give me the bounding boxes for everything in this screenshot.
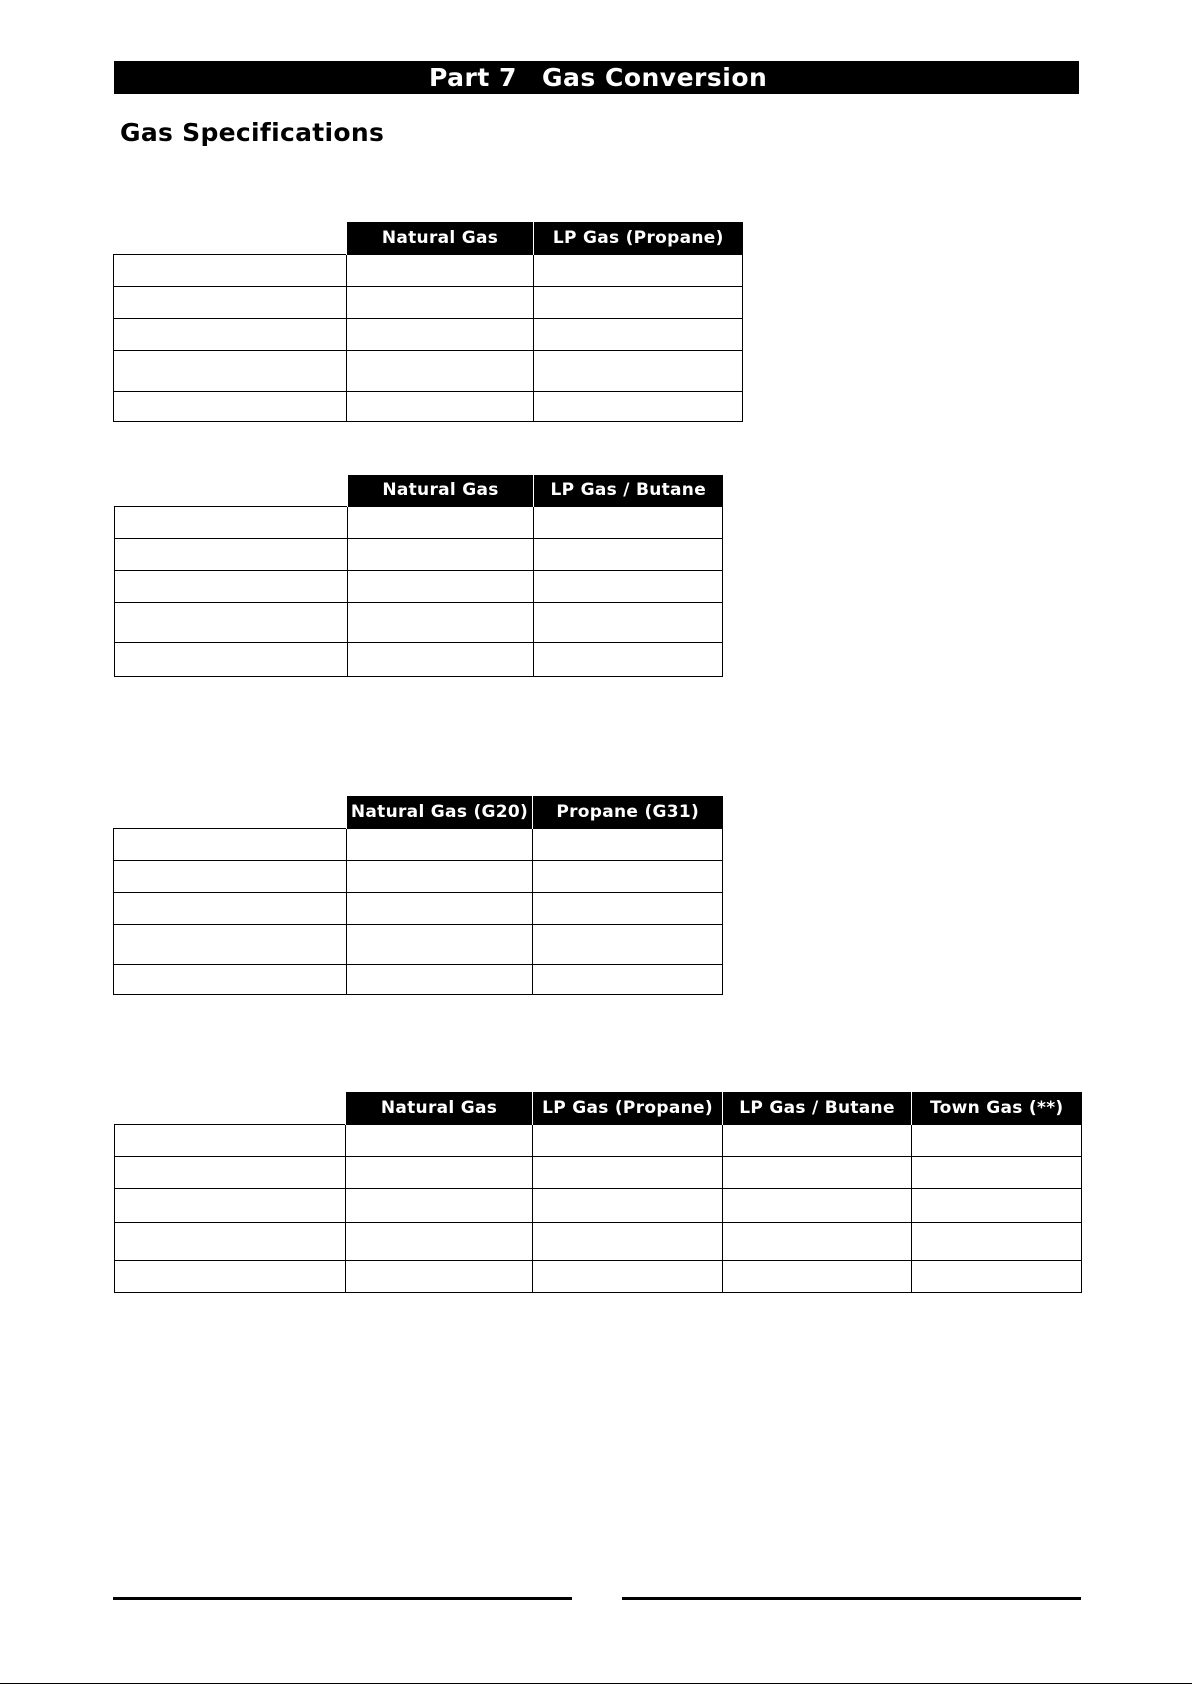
table-cell — [115, 1188, 346, 1222]
table-cell — [534, 286, 743, 318]
page-edge-rule — [0, 1683, 1192, 1684]
column-header: Natural Gas — [347, 222, 534, 254]
table-cell — [912, 1188, 1082, 1222]
table-row — [114, 892, 723, 924]
table-cell — [347, 892, 533, 924]
table-cell — [348, 570, 534, 602]
table-cell — [115, 602, 348, 642]
table-cell — [114, 828, 347, 860]
table-cell — [347, 318, 534, 350]
table-cell — [115, 1260, 346, 1292]
gas-spec-table-1 — [113, 222, 743, 422]
table-cell — [114, 254, 347, 286]
table-cell — [115, 570, 348, 602]
column-header: LP Gas / Butane — [534, 475, 723, 506]
table-cell — [348, 602, 534, 642]
table-cell — [348, 538, 534, 570]
table-cell — [115, 538, 348, 570]
table-cell — [912, 1156, 1082, 1188]
table-cell — [114, 964, 347, 994]
table-cell — [533, 1188, 723, 1222]
table-cell — [114, 318, 347, 350]
table-cell — [723, 1188, 912, 1222]
table-cell — [912, 1260, 1082, 1292]
table-cell — [114, 860, 347, 892]
column-header: Propane (G31) — [533, 796, 723, 828]
table-row — [115, 1156, 1082, 1188]
column-header: Town Gas (**) — [912, 1092, 1082, 1124]
table-cell — [534, 506, 723, 538]
table-cell — [347, 286, 534, 318]
table-cell — [347, 391, 534, 421]
table-cell — [346, 1188, 533, 1222]
column-header: Natural Gas — [346, 1092, 533, 1124]
column-header: Natural Gas (G20) — [347, 796, 533, 828]
column-header: LP Gas (Propane) — [533, 1092, 723, 1124]
table-cell — [346, 1260, 533, 1292]
table-cell — [723, 1124, 912, 1156]
gas-spec-table-4 — [114, 1092, 1082, 1293]
header-blank — [115, 1092, 346, 1124]
table-row — [115, 1124, 1082, 1156]
table-cell — [533, 860, 723, 892]
table-cell — [114, 391, 347, 421]
table-cell — [115, 506, 348, 538]
table-cell — [533, 828, 723, 860]
table-row — [115, 602, 723, 642]
table-cell — [533, 964, 723, 994]
table-cell — [533, 924, 723, 964]
table-cell — [533, 1260, 723, 1292]
table-row — [114, 860, 723, 892]
part-banner — [114, 61, 1079, 94]
table-cell — [347, 964, 533, 994]
table-cell — [533, 1222, 723, 1260]
table-row — [114, 286, 743, 318]
table-cell — [912, 1124, 1082, 1156]
header-blank — [115, 475, 348, 506]
table-row — [114, 964, 723, 994]
table-cell — [723, 1222, 912, 1260]
table-row — [114, 828, 723, 860]
table-row — [114, 350, 743, 391]
table-cell — [347, 860, 533, 892]
section-title: Gas Specifications — [120, 118, 385, 147]
table-cell — [723, 1260, 912, 1292]
table-row — [115, 1188, 1082, 1222]
table-cell — [912, 1222, 1082, 1260]
header-blank — [114, 222, 347, 254]
table-row — [115, 570, 723, 602]
table-row — [115, 1222, 1082, 1260]
table-cell — [115, 1156, 346, 1188]
gas-spec-table-3 — [113, 796, 723, 995]
table-row — [114, 391, 743, 421]
table-row — [115, 506, 723, 538]
table-cell — [347, 254, 534, 286]
gas-spec-table-2 — [114, 475, 723, 677]
table-cell — [347, 350, 534, 391]
table-cell — [346, 1124, 533, 1156]
table-cell — [114, 286, 347, 318]
table-cell — [534, 570, 723, 602]
footer-rule-left — [113, 1597, 572, 1600]
column-header: Natural Gas — [348, 475, 534, 506]
table-cell — [534, 318, 743, 350]
table-row — [114, 254, 743, 286]
table-cell — [533, 892, 723, 924]
table-row — [115, 538, 723, 570]
table-cell — [534, 642, 723, 676]
table-cell — [534, 538, 723, 570]
table-cell — [534, 602, 723, 642]
table-cell — [534, 254, 743, 286]
table-cell — [346, 1156, 533, 1188]
table-cell — [115, 1222, 346, 1260]
table-cell — [348, 506, 534, 538]
table-row — [114, 924, 723, 964]
table-cell — [114, 924, 347, 964]
table-cell — [533, 1156, 723, 1188]
table-cell — [723, 1156, 912, 1188]
table-cell — [114, 350, 347, 391]
footer-rule-right — [622, 1597, 1081, 1600]
table-cell — [348, 642, 534, 676]
table-cell — [347, 828, 533, 860]
part-title: Gas Conversion — [542, 63, 768, 92]
part-number: Part 7 — [429, 63, 517, 92]
table-cell — [346, 1222, 533, 1260]
table-cell — [347, 924, 533, 964]
table-cell — [115, 1124, 346, 1156]
column-header: LP Gas (Propane) — [534, 222, 743, 254]
table-cell — [534, 391, 743, 421]
table-cell — [114, 892, 347, 924]
table-row — [115, 1260, 1082, 1292]
table-row — [115, 642, 723, 676]
table-cell — [115, 642, 348, 676]
header-blank — [114, 796, 347, 828]
table-cell — [533, 1124, 723, 1156]
column-header: LP Gas / Butane — [723, 1092, 912, 1124]
table-cell — [534, 350, 743, 391]
table-row — [114, 318, 743, 350]
